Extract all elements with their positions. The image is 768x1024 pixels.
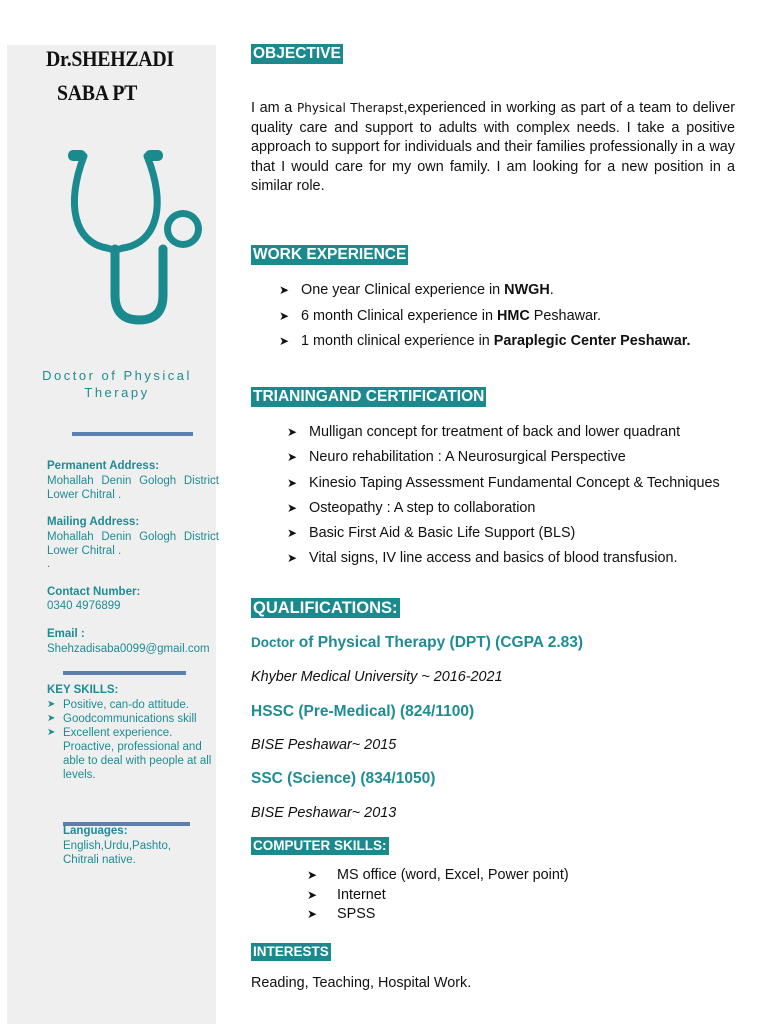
list-item: ➤ Internet: [337, 886, 569, 906]
objective-role: Physical Therapst: [296, 101, 404, 115]
languages: English,Urdu,Pashto, Chitrali native.: [63, 840, 172, 866]
permanent-address: Mohallah Denin Gologh District Lower Chitral .: [47, 475, 219, 501]
qualification-institution: BISE Peshawar~ 2013: [251, 805, 397, 821]
computer-skills-list: [337, 866, 569, 925]
mailing-address-label: Mailing Address:: [47, 516, 140, 528]
list-item: ➤ Goodcommunications skill: [47, 712, 221, 726]
list-item: ➤ 6 month Clinical experience in HMC Peshawar.: [301, 304, 691, 330]
section-heading-computer-skills: COMPUTER SKILLS:: [253, 838, 387, 853]
qualification-title: SSC (Science) (834/1050): [251, 770, 436, 787]
name-line-1: Dr.SHEHZADI: [46, 46, 174, 71]
qualification-institution: BISE Peshawar~ 2015: [251, 737, 397, 753]
key-skills-list: [47, 698, 221, 782]
email-address[interactable]: Shehzadisaba0099@gmail.com: [47, 643, 210, 655]
section-heading-training: TRIANINGAND CERTIFICATION: [253, 388, 485, 405]
job-title: Doctor of Physical Therapy: [42, 368, 192, 400]
list-item: ➤ 1 month clinical experience in Paraplegic Center Peshawar.: [301, 329, 691, 355]
languages-label: Languages:: [63, 825, 128, 837]
stethoscope-icon: [55, 145, 230, 330]
list-item: ➤ One year Clinical experience in NWGH.: [301, 278, 691, 304]
interests-text: Reading, Teaching, Hospital Work.: [251, 975, 472, 991]
qualification-title: Doctor of Physical Therapy (DPT) (CGPA 2.83): [251, 634, 584, 651]
name-line-2: SABA PT: [57, 80, 138, 105]
objective-text: I am a Physical Therapst,experienced in working as part of a team to deliver quality care and support to adults with complex needs. I take a positive approach to support for individuals and their families professionally in a way that I would care for my own family. I am looking for a new position in a similar role.: [251, 100, 736, 194]
divider: [72, 432, 193, 436]
qualification-institution: Khyber Medical University ~ 2016-2021: [251, 669, 503, 685]
list-item: ➤ Excellent experience. Proactive, professional and able to deal with people at all levels.: [47, 726, 221, 782]
contact-label: Contact Number:: [47, 586, 141, 598]
list-item: ➤ Mulligan concept for treatment of back and lower quadrant: [309, 420, 729, 445]
list-item: ➤ SPSS: [337, 905, 569, 925]
mailing-address: Mohallah Denin Gologh District Lower Chitral .: [47, 531, 219, 557]
section-heading-qualifications: QUALIFICATIONS:: [253, 599, 398, 617]
work-experience-list: [301, 278, 691, 355]
section-heading-interests: INTERESTS: [253, 944, 329, 959]
training-list: [309, 420, 729, 572]
list-item: ➤ Kinesio Taping Assessment Fundamental Concept & Techniques: [309, 471, 729, 496]
divider: [63, 671, 186, 675]
mailing-address-dot: .: [47, 558, 51, 570]
email-label: Email :: [47, 628, 85, 640]
qualification-title: HSSC (Pre-Medical) (824/1100): [251, 703, 475, 720]
section-heading-objective: OBJECTIVE: [253, 45, 341, 62]
list-item: ➤ Osteopathy : A step to collaboration: [309, 496, 729, 521]
list-item: ➤ Neuro rehabilitation : A Neurosurgical Perspective: [309, 445, 729, 470]
section-heading-work-experience: WORK EXPERIENCE: [253, 246, 407, 263]
list-item: ➤ Basic First Aid & Basic Life Support (BLS): [309, 521, 729, 546]
list-item: ➤ MS office (word, Excel, Power point): [337, 866, 569, 886]
list-item: ➤ Positive, can-do attitude.: [47, 698, 221, 712]
key-skills-label: KEY SKILLS:: [47, 684, 119, 696]
permanent-address-label: Permanent Address:: [47, 460, 160, 472]
contact-number: 0340 4976899: [47, 600, 121, 612]
list-item: ➤ Vital signs, IV line access and basics of blood transfusion.: [309, 546, 729, 571]
